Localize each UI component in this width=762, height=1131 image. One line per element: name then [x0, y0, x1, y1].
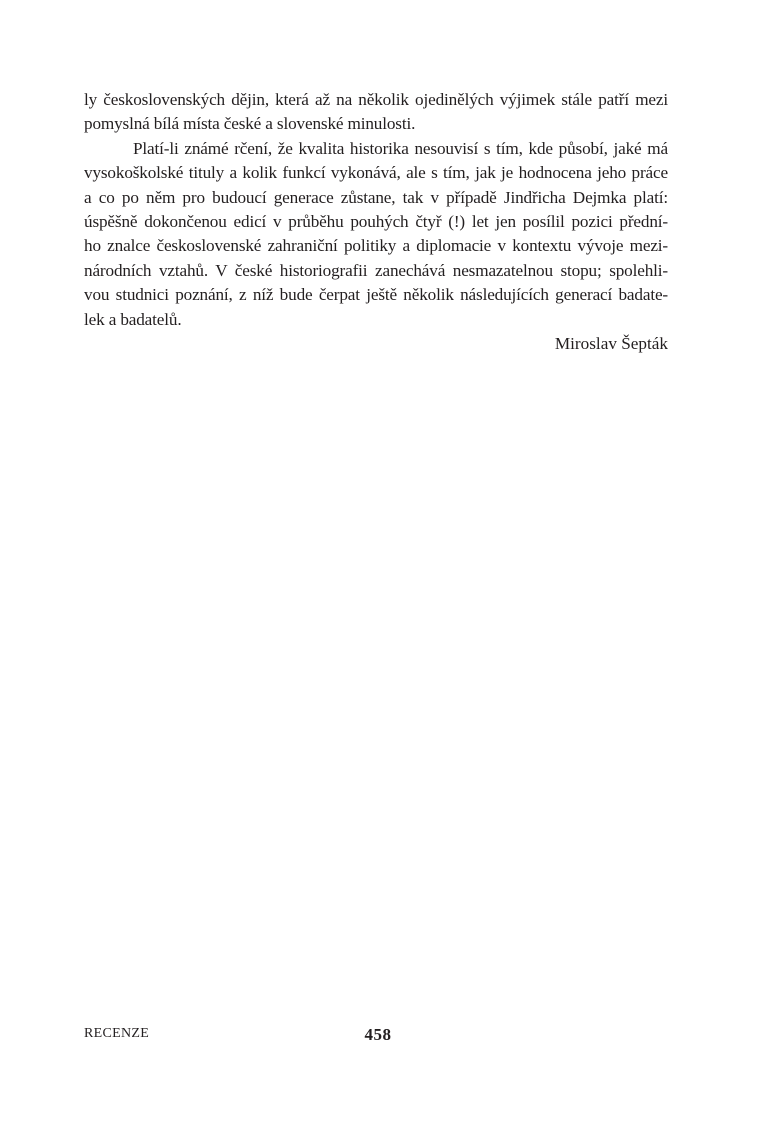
text-line: úspěšně dokončenou edicí v průběhu pouhých čtyř (!) let jen posílil pozici přední- — [84, 211, 668, 231]
paragraph-2 — [84, 137, 668, 332]
text-line: ly československých dějin, která až na několik ojedinělých výjimek stále patří mezi — [84, 90, 668, 109]
text-line: vou studnici poznání, z níž bude čerpat ještě několik následujících generací badate- — [84, 285, 668, 305]
footer-section-label: RECENZE — [84, 1026, 150, 1041]
text-line: a co po něm pro budoucí generace zůstane, tak v případě Jindřicha Dejmka platí: — [84, 187, 668, 207]
text-line: ho znalce československé zahraniční politiky a diplomacie v kontextu vývoje mezi- — [84, 236, 668, 256]
author-signature: Miroslav Šepták — [554, 333, 668, 353]
paragraph-1 — [84, 88, 668, 137]
text-line: národních vztahů. V české historiografii zanechává nesmazatelnou stopu; spolehli- — [84, 260, 668, 280]
review-text — [84, 88, 668, 356]
page-number: 458 — [364, 1025, 392, 1044]
text-line: Platí-li známé rčení, že kvalita historika nesouvisí s tím, kde působí, jaké má — [133, 138, 668, 158]
text-line: pomyslná bílá místa české a slovenské minulosti. — [84, 114, 416, 134]
text-line: lek a badatelů. — [84, 309, 182, 329]
text-line: vysokoškolské tituly a kolik funkcí vykonává, ale s tím, jak je hodnocena jeho práce — [84, 163, 668, 183]
